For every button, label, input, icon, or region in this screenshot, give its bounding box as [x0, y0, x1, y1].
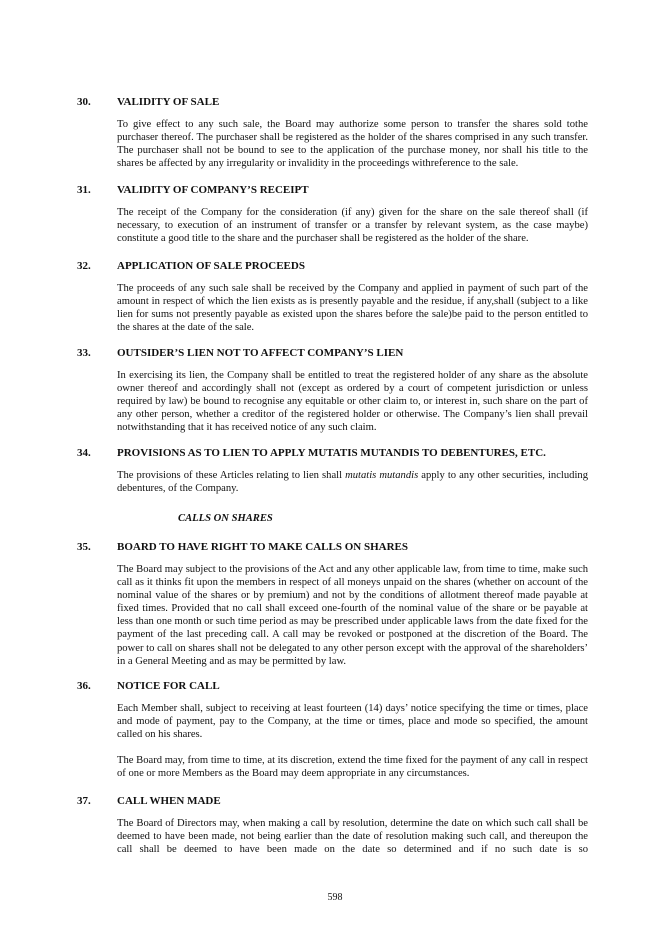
section-heading: BOARD TO HAVE RIGHT TO MAKE CALLS ON SHARES [117, 541, 408, 553]
section-heading: VALIDITY OF SALE [117, 96, 220, 108]
section-paragraph: Each Member shall, subject to receiving at least fourteen (14) days’ notice specifying the time or times, place and mode of payment, pay to the Company, at the time or times, place and mode so specified, the amount called on his shares. [117, 703, 588, 741]
section-heading: VALIDITY OF COMPANY’S RECEIPT [117, 184, 309, 196]
section-paragraph: The Board of Directors may, when making a call by resolution, determine the date on which such call shall be deemed to have been made, not being earlier than the date of resolution making such call, and thereupon the call shall be deemed to have been made on the date so determined and if no such date is so [117, 818, 588, 856]
section-number: 30. [77, 96, 91, 108]
section-number: 35. [77, 541, 91, 553]
italic-term: mutatis mutandis [345, 470, 419, 481]
section-heading: APPLICATION OF SALE PROCEEDS [117, 260, 305, 272]
section-paragraph: The Board may, from time to time, at its discretion, extend the time fixed for the payment of any call in respect of one or more Members as the Board may deem appropriate in any circumstances. [117, 755, 588, 780]
section-number: 33. [77, 347, 91, 359]
text: The provisions of these Articles relating to lien shall [117, 470, 346, 481]
section-number: 37. [77, 795, 91, 807]
section-paragraph: The proceeds of any such sale shall be received by the Company and applied in payment of such part of the amount in respect of which the lien exists as is presently payable and the residue, if any,shall (subject to a like lien for sums not presently payable as existed upon the shares before the sale)be paid to the person entitled to the shares at the date of the sale. [117, 283, 588, 334]
text: apply to any other securities, including debentures, of the Company. [117, 470, 588, 495]
subheading-calls-on-shares: CALLS ON SHARES [178, 513, 273, 524]
section-heading: OUTSIDER’S LIEN NOT TO AFFECT COMPANY’S LIEN [117, 347, 404, 359]
section-heading: PROVISIONS AS TO LIEN TO APPLY MUTATIS MUTANDIS TO DEBENTURES, ETC. [117, 447, 546, 459]
page-number: 598 [327, 892, 343, 903]
section-number: 31. [77, 184, 91, 196]
section-paragraph: The receipt of the Company for the consideration (if any) given for the share on the sale thereof shall (if necessary, to execution of an instrument of transfer or a transfer by relevant system, as the case maybe) constitute a good title to the share and the purchaser shall be registered as the holder of the share. [117, 207, 588, 245]
section-heading: CALL WHEN MADE [117, 795, 221, 807]
section-paragraph: To give effect to any such sale, the Board may authorize some person to transfer the shares sold tothe purchaser thereof. The purchaser shall be registered as the holder of the shares comprised in any such transfer. The purchaser shall not be bound to see to the application of the purchase money, nor shall his title to the shares be affected by any irregularity or invalidity in the proceedings withreference to the sale. [117, 119, 588, 170]
section-number: 36. [77, 680, 91, 692]
section-paragraph [117, 469, 588, 495]
section-heading: NOTICE FOR CALL [117, 680, 220, 692]
section-number: 34. [77, 447, 91, 459]
section-number: 32. [77, 260, 91, 272]
section-paragraph: The Board may subject to the provisions of the Act and any other applicable law, from time to time, make such call as it thinks fit upon the members in respect of all moneys unpaid on the shares (whether on account of the nominal value of the shares or by premium) and not by the conditions of allotment thereof made payable at fixed times. Provided that no call shall exceed one-fourth of the nominal value of the share or be payable at less than one month or such time period as may be prescribed under applicable laws from the date fixed for the payment of the last preceding call. A call may be revoked or postponed at the discretion of the Board. The power to call on shares shall not be delegated to any other person except with the approval of the shareholders’ in a General Meeting and as may be permitted by law. [117, 564, 588, 667]
section-paragraph: In exercising its lien, the Company shall be entitled to treat the registered holder of any share as the absolute owner thereof and accordingly shall not (except as ordered by a court of competent jurisdiction or unless required by law) be bound to recognise any equitable or other claim to, or interest in, such share on the part of any other person, whether a creditor of the registered holder or otherwise. The Company’s lien shall prevail notwithstanding that it has received notice of any such claim. [117, 370, 588, 434]
